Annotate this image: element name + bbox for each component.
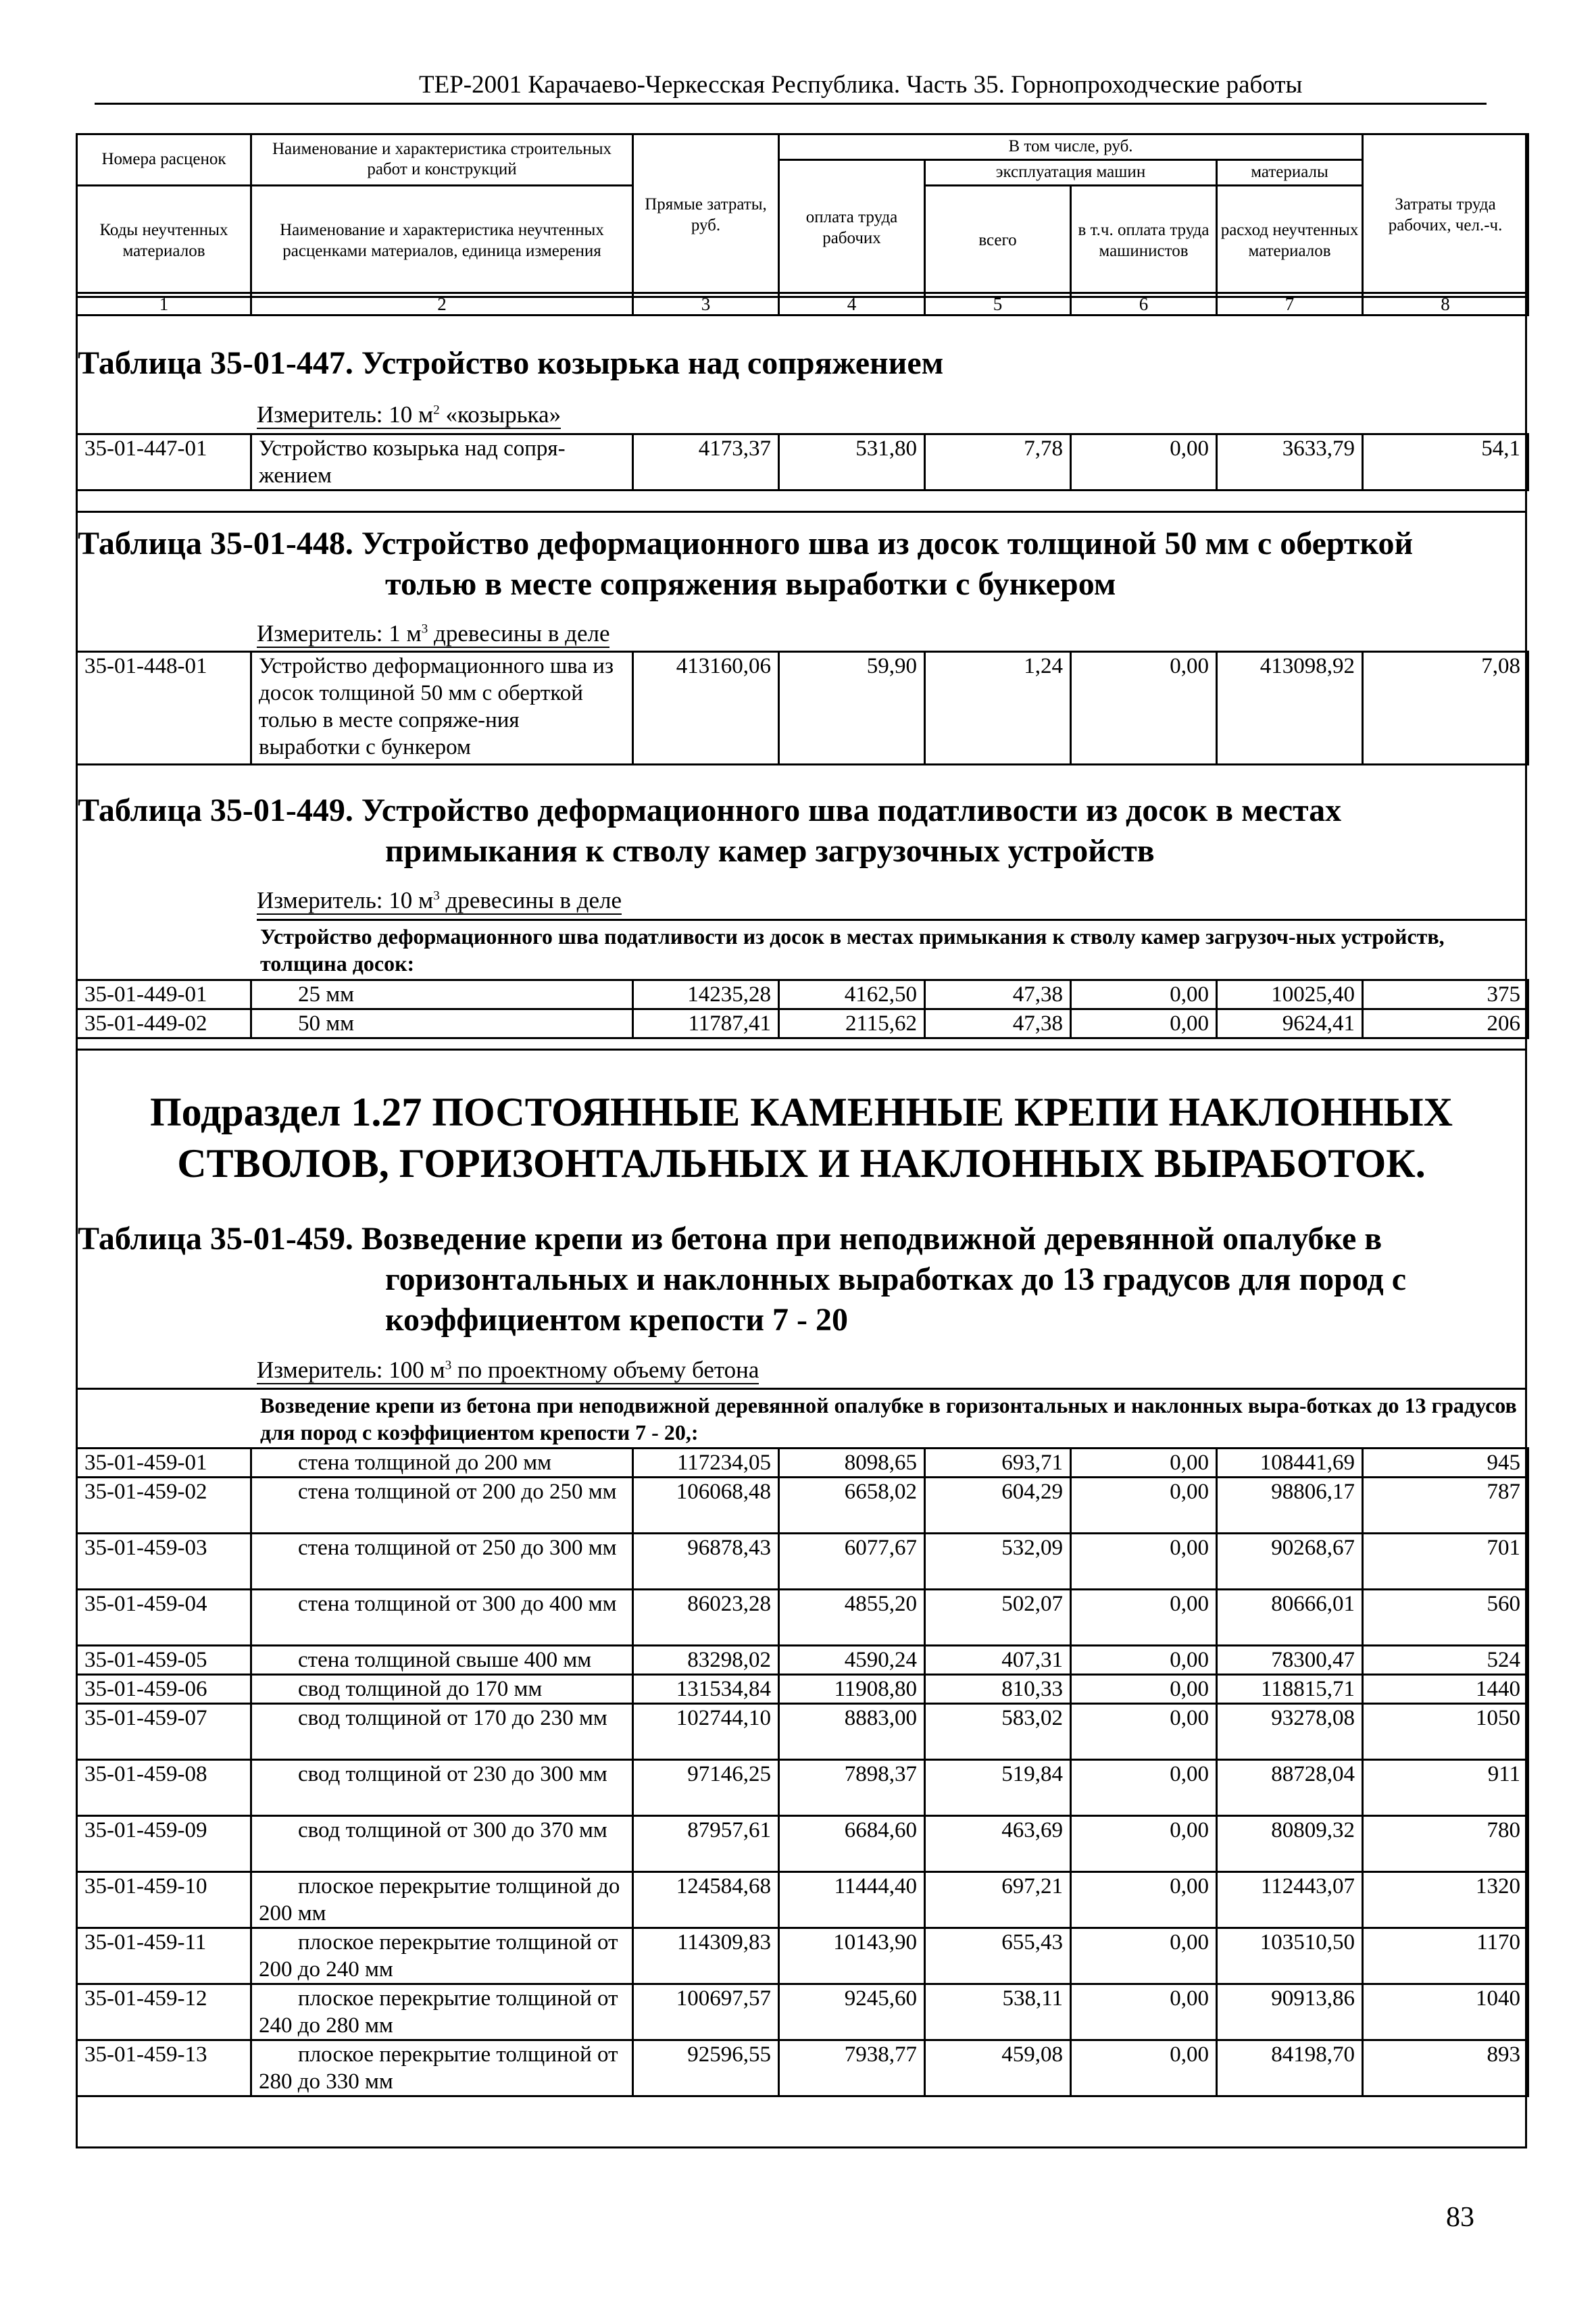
col-header-labor: Затраты труда рабочих, чел.-ч. — [1363, 134, 1528, 297]
row-operators: 0,00 — [1071, 434, 1217, 491]
table-label: Таблица 35-01-459. — [78, 1221, 353, 1257]
row-name: стена толщиной от 250 до 300 мм — [251, 1534, 633, 1590]
measure-suffix: по проектному объему бетона — [451, 1357, 759, 1383]
row-wages: 11908,80 — [779, 1675, 925, 1704]
col-header-machine-operators: в т.ч. оплата труда машинистов — [1071, 185, 1217, 297]
col-header-code-top: Номера расценок — [77, 134, 251, 186]
row-wages: 6684,60 — [779, 1816, 925, 1872]
row-machines: 1,24 — [925, 652, 1071, 765]
row-name: 50 мм — [251, 1009, 633, 1038]
row-name: свод толщиной от 300 до 370 мм — [251, 1816, 633, 1872]
row-name: стена толщиной свыше 400 мм — [251, 1646, 633, 1675]
row-code: 35-01-459-01 — [77, 1449, 251, 1478]
table-row — [77, 1704, 1528, 1760]
row-operators: 0,00 — [1071, 1590, 1217, 1646]
row-name: плоское перекрытие толщиной от 200 до 240 мм — [251, 1928, 633, 1984]
table-row — [77, 1449, 1528, 1478]
row-name: стена толщиной от 300 до 400 мм — [251, 1590, 633, 1646]
row-operators: 0,00 — [1071, 1984, 1217, 2040]
measure-prefix: Измеритель: 100 м — [257, 1357, 445, 1383]
row-materials: 90913,86 — [1217, 1984, 1363, 2040]
row-materials: 88728,04 — [1217, 1760, 1363, 1816]
table-row — [77, 1928, 1528, 1984]
table-title-continuation: примыкания к стволу камер загрузочных устройств — [385, 833, 1155, 869]
table-row — [77, 434, 1528, 491]
section-heading-line1: Подраздел 1.27 ПОСТОЯННЫЕ КАМЕННЫЕ КРЕПИ НАКЛОННЫХ — [150, 1090, 1453, 1134]
col-header-group: В том числе, руб. — [779, 134, 1363, 160]
column-number: 5 — [925, 293, 1071, 316]
table-row — [77, 652, 1528, 765]
row-materials: 80666,01 — [1217, 1590, 1363, 1646]
row-direct-cost: 131534,84 — [633, 1675, 779, 1704]
column-header-table — [76, 133, 1529, 298]
row-direct-cost: 92596,55 — [633, 2040, 779, 2096]
table-row — [77, 1816, 1528, 1872]
table-caption-449 — [78, 790, 1517, 872]
measure-suffix: древесины в деле — [439, 887, 622, 913]
table-caption-459 — [78, 1219, 1517, 1340]
table-row — [77, 1984, 1528, 2040]
measure-suffix: древесины в деле — [428, 620, 610, 647]
table-row — [77, 1872, 1528, 1928]
measure-sup: 3 — [433, 888, 440, 903]
col-header-code-bottom: Коды неучтенных материалов — [77, 185, 251, 297]
row-labor: 1320 — [1363, 1872, 1528, 1928]
measure-sup: 3 — [421, 622, 428, 636]
column-number: 4 — [779, 293, 925, 316]
row-direct-cost: 106068,48 — [633, 1478, 779, 1534]
row-materials: 103510,50 — [1217, 1928, 1363, 1984]
row-materials: 413098,92 — [1217, 652, 1363, 765]
row-labor: 375 — [1363, 980, 1528, 1009]
table-row — [77, 2040, 1528, 2096]
measure-prefix: Измеритель: 10 м — [257, 887, 434, 913]
row-name: свод толщиной от 170 до 230 мм — [251, 1704, 633, 1760]
row-labor: 787 — [1363, 1478, 1528, 1534]
row-direct-cost: 83298,02 — [633, 1646, 779, 1675]
table-label: Таблица 35-01-447. — [78, 345, 353, 381]
row-machines: 47,38 — [925, 1009, 1071, 1038]
row-materials: 80809,32 — [1217, 1816, 1363, 1872]
row-machines: 604,29 — [925, 1478, 1071, 1534]
row-name: Устройство козырька над сопря-жением — [251, 434, 633, 491]
row-code: 35-01-459-12 — [77, 1984, 251, 2040]
row-direct-cost: 14235,28 — [633, 980, 779, 1009]
row-direct-cost: 96878,43 — [633, 1534, 779, 1590]
measure-suffix: «козырька» — [439, 401, 562, 428]
row-materials: 3633,79 — [1217, 434, 1363, 491]
row-direct-cost: 114309,83 — [633, 1928, 779, 1984]
col-header-materials: материалы — [1217, 159, 1363, 185]
data-table-447 — [76, 433, 1529, 491]
row-wages: 2115,62 — [779, 1009, 925, 1038]
table-label: Таблица 35-01-449. — [78, 793, 353, 828]
row-labor: 560 — [1363, 1590, 1528, 1646]
row-machines: 538,11 — [925, 1984, 1071, 2040]
column-number: 8 — [1363, 293, 1528, 316]
row-labor: 1440 — [1363, 1675, 1528, 1704]
table-title-continuation: горизонтальных и наклонных выработках до 13 градусов для пород с — [385, 1261, 1407, 1297]
data-table-459 — [76, 1447, 1529, 2097]
row-machines: 407,31 — [925, 1646, 1071, 1675]
row-machines: 7,78 — [925, 434, 1071, 491]
row-operators: 0,00 — [1071, 1009, 1217, 1038]
table-label: Таблица 35-01-448. — [78, 526, 353, 561]
row-labor: 206 — [1363, 1009, 1528, 1038]
table-title-continuation: коэффициентом крепости 7 - 20 — [385, 1302, 848, 1338]
row-materials: 108441,69 — [1217, 1449, 1363, 1478]
block-separator — [76, 1049, 1527, 1051]
row-operators: 0,00 — [1071, 1816, 1217, 1872]
table-row — [77, 1590, 1528, 1646]
row-name: плоское перекрытие толщиной до 200 мм — [251, 1872, 633, 1928]
row-direct-cost: 102744,10 — [633, 1704, 779, 1760]
row-operators: 0,00 — [1071, 1449, 1217, 1478]
row-materials: 10025,40 — [1217, 980, 1363, 1009]
column-number: 6 — [1071, 293, 1217, 316]
table-row — [77, 1646, 1528, 1675]
column-number: 3 — [633, 293, 779, 316]
row-labor: 701 — [1363, 1534, 1528, 1590]
row-operators: 0,00 — [1071, 1646, 1217, 1675]
row-wages: 4590,24 — [779, 1646, 925, 1675]
row-code: 35-01-459-13 — [77, 2040, 251, 2096]
row-wages: 531,80 — [779, 434, 925, 491]
row-machines: 463,69 — [925, 1816, 1071, 1872]
row-operators: 0,00 — [1071, 1760, 1217, 1816]
row-machines: 693,71 — [925, 1449, 1071, 1478]
col-header-exploitation: эксплуатация машин — [925, 159, 1217, 185]
measure-prefix: Измеритель: 1 м — [257, 620, 422, 647]
row-wages: 10143,90 — [779, 1928, 925, 1984]
row-code: 35-01-459-03 — [77, 1534, 251, 1590]
row-operators: 0,00 — [1071, 1928, 1217, 1984]
row-name: свод толщиной до 170 мм — [251, 1675, 633, 1704]
section-heading-line2: СТВОЛОВ, ГОРИЗОНТАЛЬНЫХ И НАКЛОННЫХ ВЫРАБОТОК. — [177, 1141, 1426, 1186]
row-machines: 532,09 — [925, 1534, 1071, 1590]
row-wages: 11444,40 — [779, 1872, 925, 1928]
row-code: 35-01-459-09 — [77, 1816, 251, 1872]
row-direct-cost: 117234,05 — [633, 1449, 779, 1478]
row-name: Устройство деформационного шва из досок толщиной 50 мм с оберткой толью в месте сопряже-ния выработки с бункером — [251, 652, 633, 765]
header-rule — [95, 103, 1487, 105]
row-name: стена толщиной от 200 до 250 мм — [251, 1478, 633, 1534]
row-code: 35-01-459-10 — [77, 1872, 251, 1928]
row-code: 35-01-447-01 — [77, 434, 251, 491]
measure-unit-449 — [257, 887, 622, 914]
row-materials: 98806,17 — [1217, 1478, 1363, 1534]
table-description-459: Возведение крепи из бетона при неподвижной деревянной опалубке в горизонтальных и наклонных выра-ботках до 13 градусов для пород с коэффициентом крепости 7 - 20,: — [260, 1393, 1517, 1444]
row-name: плоское перекрытие толщиной от 240 до 280 мм — [251, 1984, 633, 2040]
row-wages: 9245,60 — [779, 1984, 925, 2040]
table-caption-447 — [78, 343, 1517, 384]
row-code: 35-01-449-01 — [77, 980, 251, 1009]
row-wages: 59,90 — [779, 652, 925, 765]
row-direct-cost: 413160,06 — [633, 652, 779, 765]
row-operators: 0,00 — [1071, 2040, 1217, 2096]
row-name: 25 мм — [251, 980, 633, 1009]
row-code: 35-01-459-06 — [77, 1675, 251, 1704]
row-wages: 8098,65 — [779, 1449, 925, 1478]
row-machines: 459,08 — [925, 2040, 1071, 2096]
description-top-rule — [76, 1388, 1527, 1390]
row-labor: 893 — [1363, 2040, 1528, 2096]
column-number-row — [76, 292, 1529, 316]
table-title: Устройство деформационного шва податливости из досок в местах — [361, 793, 1342, 828]
row-wages: 4855,20 — [779, 1590, 925, 1646]
table-caption-448 — [78, 524, 1517, 605]
row-labor: 780 — [1363, 1816, 1528, 1872]
row-direct-cost: 97146,25 — [633, 1760, 779, 1816]
row-wages: 8883,00 — [779, 1704, 925, 1760]
table-title-continuation: толью в месте сопряжения выработки с бункером — [385, 566, 1116, 602]
row-machines: 697,21 — [925, 1872, 1071, 1928]
row-machines: 655,43 — [925, 1928, 1071, 1984]
row-name: свод толщиной от 230 до 300 мм — [251, 1760, 633, 1816]
row-code: 35-01-449-02 — [77, 1009, 251, 1038]
table-row — [77, 1478, 1528, 1534]
column-number: 1 — [77, 293, 251, 316]
row-wages: 6077,67 — [779, 1534, 925, 1590]
row-operators: 0,00 — [1071, 1704, 1217, 1760]
column-number: 7 — [1217, 293, 1363, 316]
row-operators: 0,00 — [1071, 980, 1217, 1009]
block-separator — [76, 511, 1527, 513]
row-code: 35-01-459-07 — [77, 1704, 251, 1760]
row-direct-cost: 4173,37 — [633, 434, 779, 491]
row-machines: 502,07 — [925, 1590, 1071, 1646]
row-operators: 0,00 — [1071, 1534, 1217, 1590]
row-materials: 118815,71 — [1217, 1675, 1363, 1704]
column-number: 2 — [251, 293, 633, 316]
table-row — [77, 1009, 1528, 1038]
data-table-449 — [76, 979, 1529, 1039]
row-labor: 524 — [1363, 1646, 1528, 1675]
row-code: 35-01-459-08 — [77, 1760, 251, 1816]
row-code: 35-01-459-04 — [77, 1590, 251, 1646]
col-header-wages: оплата труда рабочих — [779, 159, 925, 297]
col-header-name-bottom: Наименование и характеристика неучтенных расценками материалов, единица измерения — [251, 185, 633, 297]
table-row — [77, 1760, 1528, 1816]
measure-unit-447 — [257, 401, 561, 428]
row-machines: 810,33 — [925, 1675, 1071, 1704]
page-header-title: ТЕР-2001 Карачаево-Черкесская Республика. Часть 35. Горнопроходческие работы — [419, 71, 1303, 99]
row-code: 35-01-448-01 — [77, 652, 251, 765]
row-materials: 112443,07 — [1217, 1872, 1363, 1928]
row-materials: 90268,67 — [1217, 1534, 1363, 1590]
row-materials: 9624,41 — [1217, 1009, 1363, 1038]
row-operators: 0,00 — [1071, 1675, 1217, 1704]
row-code: 35-01-459-02 — [77, 1478, 251, 1534]
data-table-448 — [76, 651, 1529, 765]
row-wages: 7938,77 — [779, 2040, 925, 2096]
measure-unit-459 — [257, 1357, 759, 1384]
row-operators: 0,00 — [1071, 1478, 1217, 1534]
row-wages: 6658,02 — [779, 1478, 925, 1534]
row-labor: 7,08 — [1363, 652, 1528, 765]
row-operators: 0,00 — [1071, 1872, 1217, 1928]
row-wages: 4162,50 — [779, 980, 925, 1009]
table-row — [77, 980, 1528, 1009]
row-direct-cost: 124584,68 — [633, 1872, 779, 1928]
table-title: Устройство козырька над сопряжением — [361, 345, 944, 381]
col-header-direct-cost: Прямые затраты, руб. — [633, 134, 779, 297]
row-code: 35-01-459-11 — [77, 1928, 251, 1984]
description-top-rule — [257, 919, 1527, 921]
row-direct-cost: 100697,57 — [633, 1984, 779, 2040]
measure-unit-448 — [257, 620, 609, 647]
row-wages: 7898,37 — [779, 1760, 925, 1816]
row-labor: 1050 — [1363, 1704, 1528, 1760]
table-row — [77, 1675, 1528, 1704]
row-operators: 0,00 — [1071, 652, 1217, 765]
row-code: 35-01-459-05 — [77, 1646, 251, 1675]
measure-sup: 3 — [445, 1358, 452, 1373]
row-machines: 47,38 — [925, 980, 1071, 1009]
measure-prefix: Измеритель: 10 м — [257, 401, 434, 428]
col-header-machines-total: всего — [925, 185, 1071, 297]
row-machines: 583,02 — [925, 1704, 1071, 1760]
row-labor: 1170 — [1363, 1928, 1528, 1984]
row-labor: 54,1 — [1363, 434, 1528, 491]
row-machines: 519,84 — [925, 1760, 1071, 1816]
table-title: Устройство деформационного шва из досок толщиной 50 мм с оберткой — [361, 526, 1414, 561]
table-description-449: Устройство деформационного шва податливости из досок в местах примыкания к стволу камер загрузоч-ных устройств, толщина досок: — [260, 924, 1445, 976]
row-direct-cost: 87957,61 — [633, 1816, 779, 1872]
table-row — [77, 1534, 1528, 1590]
col-header-name-top: Наименование и характеристика строительных работ и конструкций — [251, 134, 633, 186]
row-labor: 945 — [1363, 1449, 1528, 1478]
row-name: стена толщиной до 200 мм — [251, 1449, 633, 1478]
page-number: 83 — [1446, 2202, 1474, 2233]
table-title: Возведение крепи из бетона при неподвижной деревянной опалубке в — [361, 1221, 1382, 1257]
section-heading — [76, 1086, 1527, 1189]
row-direct-cost: 11787,41 — [633, 1009, 779, 1038]
row-materials: 78300,47 — [1217, 1646, 1363, 1675]
row-name: плоское перекрытие толщиной от 280 до 330 мм — [251, 2040, 633, 2096]
row-materials: 84198,70 — [1217, 2040, 1363, 2096]
row-labor: 911 — [1363, 1760, 1528, 1816]
measure-sup: 2 — [433, 403, 440, 418]
row-materials: 93278,08 — [1217, 1704, 1363, 1760]
col-header-unaccounted-materials: расход неучтенных материалов — [1217, 185, 1363, 297]
row-labor: 1040 — [1363, 1984, 1528, 2040]
row-direct-cost: 86023,28 — [633, 1590, 779, 1646]
